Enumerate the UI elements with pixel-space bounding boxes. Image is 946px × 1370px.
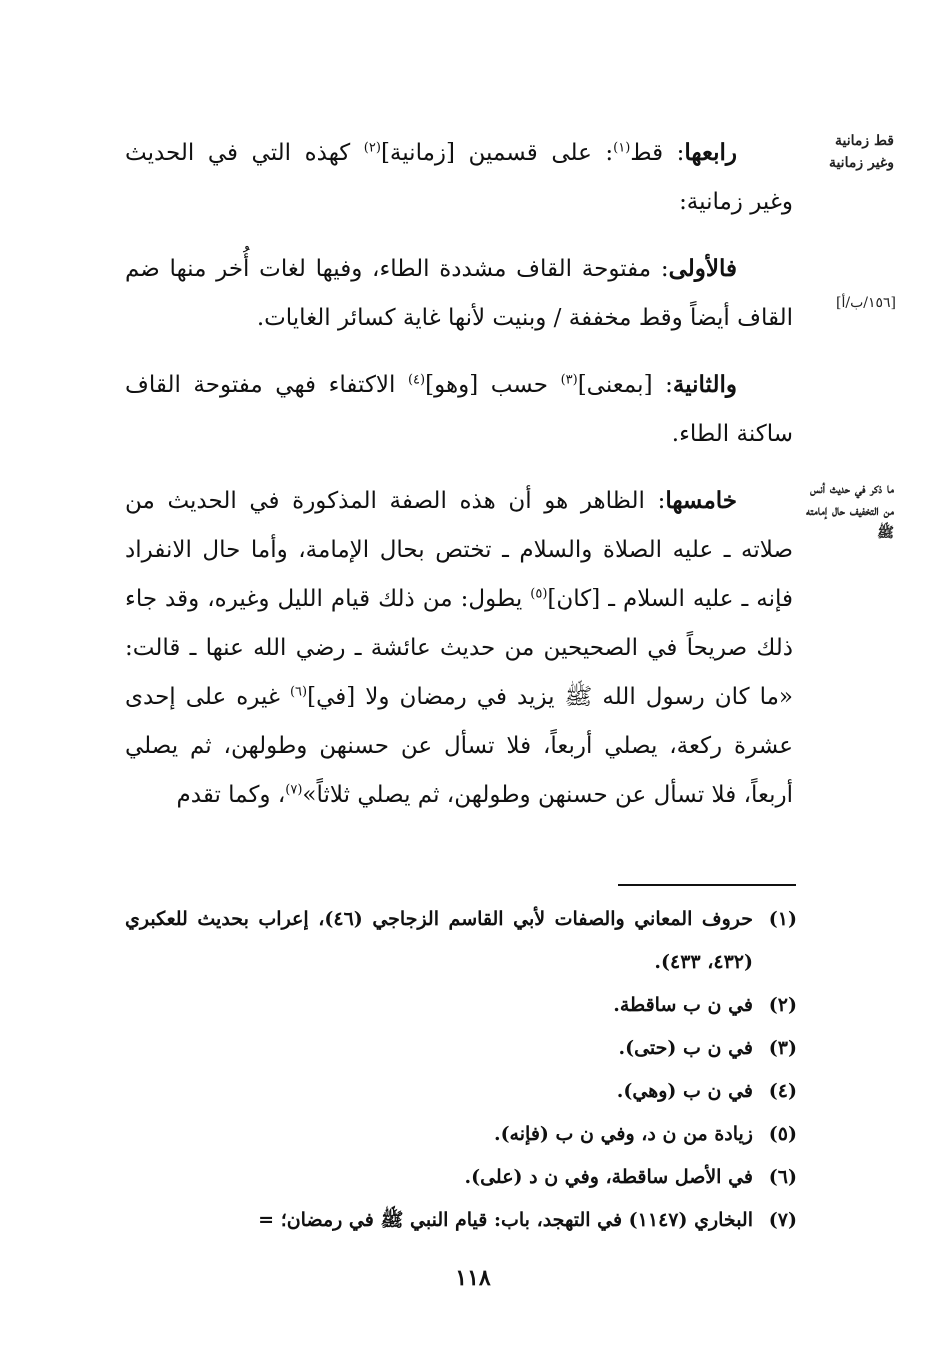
footnote-text: زيادة من ن د، وفي ن ب (فإنه). xyxy=(493,1123,753,1145)
footnote-item xyxy=(125,898,797,984)
paragraph-lead: خامسها xyxy=(665,487,737,514)
footnote-item xyxy=(125,1199,797,1242)
text-segment: غيره على إحدى عشرة ركعة، يصلي أربعاً، فلا تسأل عن حسنهن وطولهن، ثم يصلي أربعاً، فلا تسأل عن حسنهن وطولهن، ثم يصلي ثلاثاً» xyxy=(125,684,793,808)
footnote-number: (١) xyxy=(768,908,797,930)
footnote-item xyxy=(125,984,797,1027)
footnote-text: في ن ب (حتى). xyxy=(618,1037,753,1059)
footnote-ref[interactable]: (٤) xyxy=(407,372,426,388)
paragraph-lead: والثانية xyxy=(672,371,737,398)
footnote-separator xyxy=(618,884,796,886)
footnote-number: (٣) xyxy=(768,1037,797,1059)
margin-folio-reference: [١٥٦/ب/أ] xyxy=(836,295,896,311)
footnote-number: (٧) xyxy=(768,1209,797,1231)
footnote-number: (٢) xyxy=(768,994,797,1016)
footnote-ref[interactable]: (٣) xyxy=(560,372,578,388)
footnotes xyxy=(125,898,797,1242)
paragraph-al-thaniya xyxy=(125,360,793,459)
text-segment: : على قسمين [زمانية] xyxy=(380,140,614,166)
footnote-ref[interactable]: (٢) xyxy=(363,140,381,156)
footnote-item xyxy=(125,1156,797,1199)
paragraph-lead: فالأولى xyxy=(668,255,737,282)
text-segment: : الظاهر هو أن هذه الصفة المذكورة في الحديث من صلاته ـ عليه الصلاة والسلام ـ تختص بحال الإمامة، وأما حال الانفراد فإنه ـ عليه السلام ـ [كان] xyxy=(125,488,793,612)
page-number: ١١٨ xyxy=(455,1265,491,1291)
footnote-ref[interactable]: (٥) xyxy=(530,586,548,602)
footnote-item xyxy=(125,1070,797,1113)
margin-note-qatt: قط زمانية وغير زمانية xyxy=(828,133,894,171)
footnote-text: البخاري (١١٤٧) في التهجد، باب: قيام النبي ﷺ في رمضان؛ = xyxy=(258,1209,753,1231)
paragraph-rabiuha xyxy=(125,128,793,227)
paragraph-khamisuha xyxy=(125,476,793,820)
text-segment: ، وكما تقدم xyxy=(176,782,286,808)
footnote-item xyxy=(125,1113,797,1156)
text-segment: : [بمعنى] xyxy=(577,372,673,398)
paragraph-lead: رابعها xyxy=(684,139,737,166)
footnote-number: (٦) xyxy=(768,1166,797,1188)
paragraph-al-ula xyxy=(125,244,793,343)
text-segment: كهذه التي في الحديث وغير زمانية: xyxy=(125,140,793,215)
text-segment: يطول: من ذلك قيام الليل وغيره، وقد جاء ذلك صريحاً في الصحيحين من حديث عائشة ـ رضي الله عنها ـ قالت: «ما كان رسول الله ﷺ يزيد في رمضان ولا [في] xyxy=(125,586,793,710)
footnote-ref[interactable]: (١) xyxy=(613,140,631,156)
footnote-text: في الأصل ساقطة، وفي ن د (على). xyxy=(464,1166,753,1188)
margin-note-anas-hadith: ما ذكر في حديث أنس من التخفيف حال إمامته ﷺ xyxy=(806,481,894,541)
text-segment: حسب [وهو] xyxy=(425,372,561,398)
footnote-number: (٥) xyxy=(768,1123,797,1145)
text-segment: : مفتوحة القاف مشددة الطاء، وفيها لغات أُخر منها ضم القاف أيضاً وقط مخففة / وبنيت لأنها غاية كسائر الغايات. xyxy=(125,256,793,331)
main-text xyxy=(125,128,793,837)
text-segment: : قط xyxy=(630,140,685,166)
footnote-ref[interactable]: (٧) xyxy=(285,782,303,798)
footnote-item xyxy=(125,1027,797,1070)
footnote-text: في ن ب ساقطة. xyxy=(613,994,753,1016)
footnote-text: في ن ب (وهي). xyxy=(616,1080,753,1102)
footnote-ref[interactable]: (٦) xyxy=(289,684,308,700)
text-segment: الاكتفاء فهي مفتوحة القاف ساكنة الطاء. xyxy=(125,372,793,447)
footnote-number: (٤) xyxy=(768,1080,797,1102)
footnote-text: حروف المعاني والصفات لأبي القاسم الزجاجي (٤٦)، إعراب بحديث للعكبري (٤٣٢، ٤٣٣). xyxy=(125,908,754,973)
